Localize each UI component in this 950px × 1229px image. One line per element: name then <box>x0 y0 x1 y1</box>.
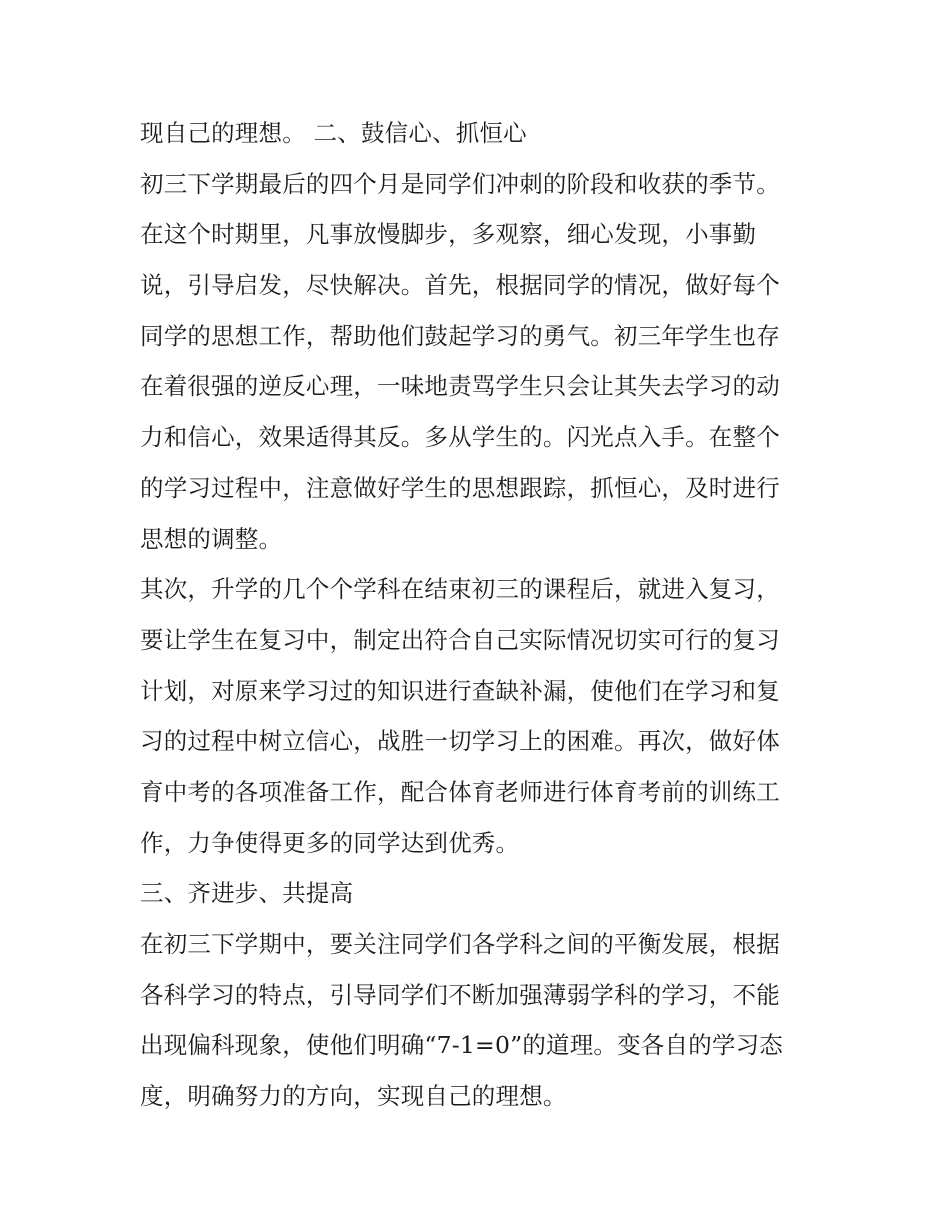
text-line: 育中考的各项准备工作，配合体育老师进行体育考前的训练工 <box>140 777 780 806</box>
document-body <box>140 108 820 1122</box>
text-line: 在初三下学期中，要关注同学们各学科之间的平衡发展，根据 <box>140 930 780 958</box>
text-line: 其次，升学的几个个学科在结束初三的课程后，就进入复习， <box>140 575 780 604</box>
text-line: 各科学习的特点，引导同学们不断加强薄弱学科的学习，不能 <box>140 980 780 1009</box>
text-line: 作，力争使得更多的同学达到优秀。 <box>140 828 520 857</box>
text-line: 在着很强的逆反心理，一味地责骂学生只会让其失去学习的动 <box>140 372 780 401</box>
text-line: 现自己的理想。 二、鼓信心、抓恒心 <box>140 119 527 147</box>
text-line: 同学的思想工作，帮助他们鼓起学习的勇气。初三年学生也存 <box>140 321 780 350</box>
text-line: 力和信心，效果适得其反。多从学生的。闪光点入手。在整个 <box>140 423 780 452</box>
text-line: 初三下学期最后的四个月是同学们冲刺的阶段和收获的季节。 <box>140 169 780 198</box>
text-line: 说，引导启发，尽快解决。首先，根据同学的情况，做好每个 <box>140 271 780 300</box>
text-line: 习的过程中树立信心，战胜一切学习上的困难。再次，做好体 <box>140 727 780 756</box>
text-line: 在这个时期里，凡事放慢脚步，多观察，细心发现，小事勤 <box>140 220 757 249</box>
text-line: 计划，对原来学习过的知识进行查缺补漏，使他们在学习和复 <box>140 676 780 705</box>
text-line: 的学习过程中，注意做好学生的思想跟踪，抓恒心，及时进行 <box>140 473 780 502</box>
text-line: 要让学生在复习中，制定出符合自己实际情况切实可行的复习 <box>140 625 780 654</box>
text-line: 度，明确努力的方向，实现自己的理想。 <box>140 1082 567 1111</box>
text-line: 思想的调整。 <box>140 524 283 553</box>
text-line: 出现偏科现象，使他们明确“7-1=0”的道理。变各自的学习态 <box>140 1031 784 1060</box>
text-line: 三、齐进步、共提高 <box>140 879 354 908</box>
